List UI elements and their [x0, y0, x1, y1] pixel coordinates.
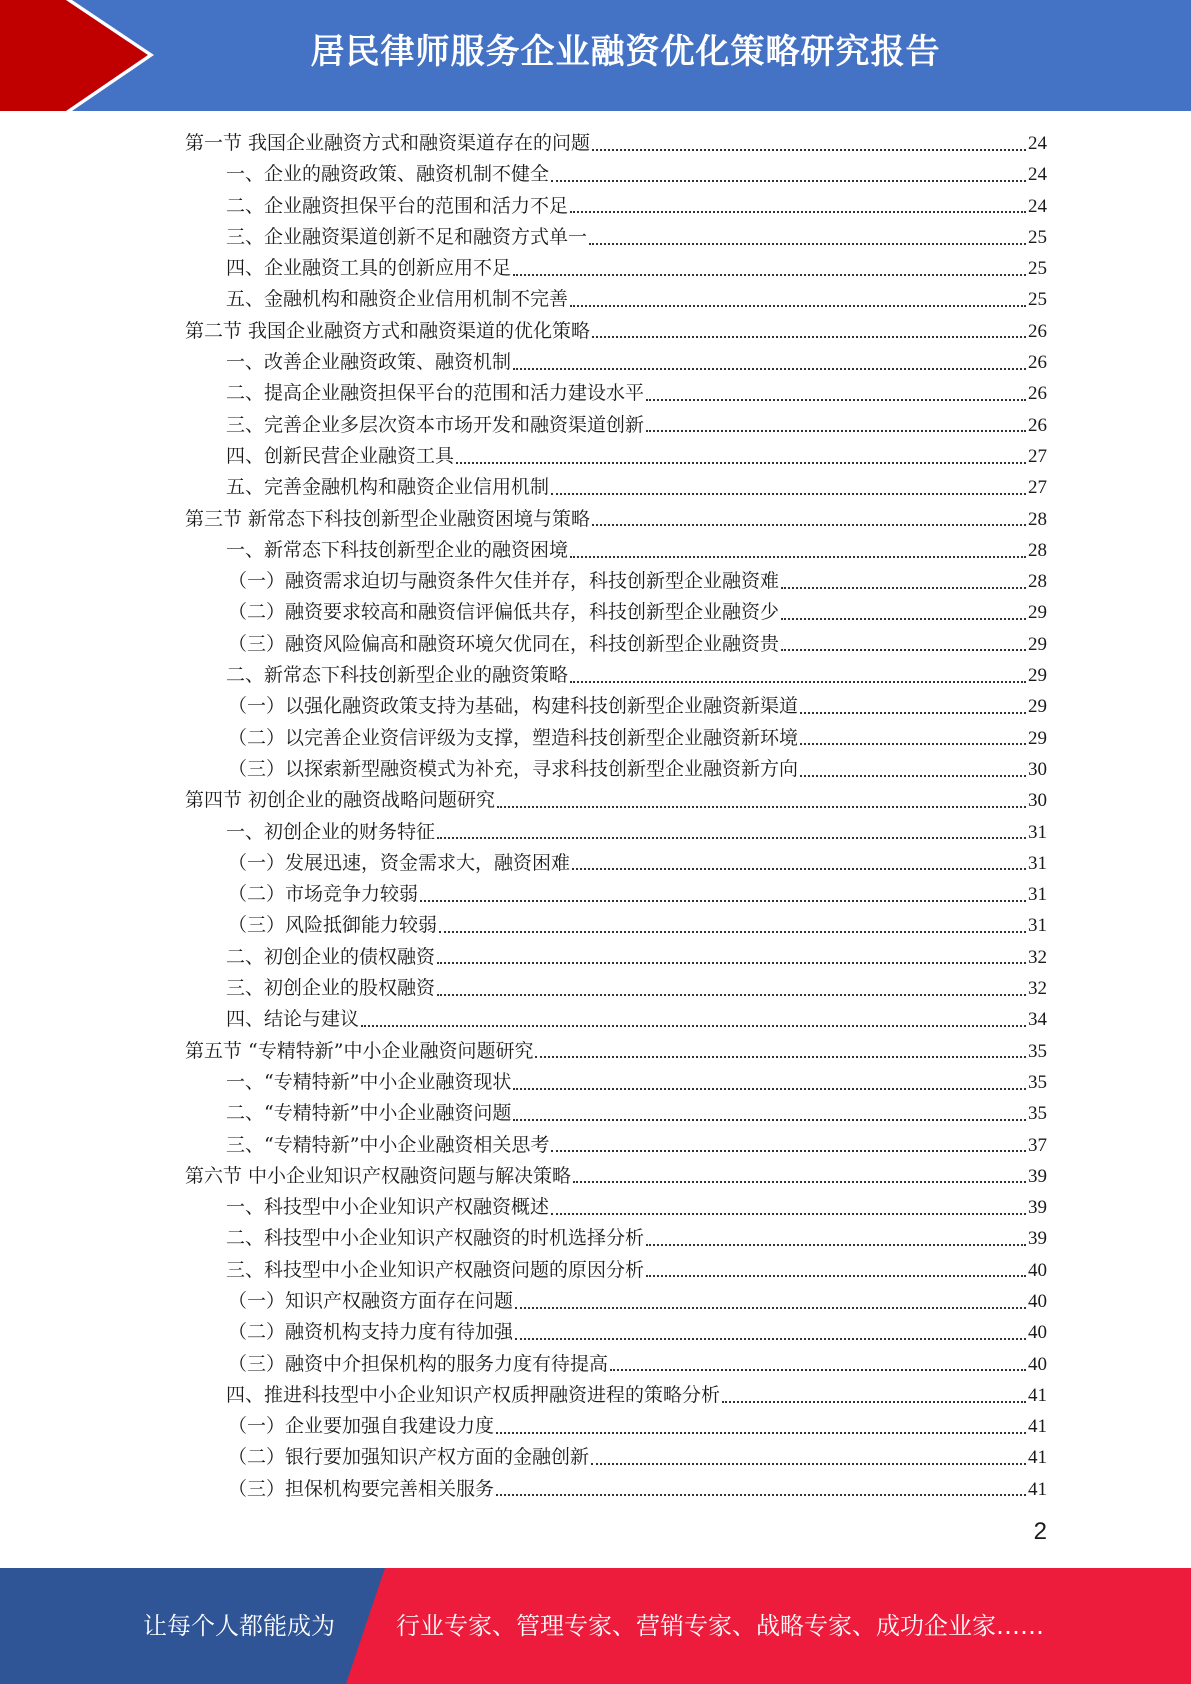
toc-entry[interactable] [185, 535, 1047, 566]
toc-entry-label: 四、创新民营企业融资工具 [226, 444, 455, 467]
toc-dot-leader [437, 994, 1026, 996]
toc-entry-label: 二、“专精特新”中小企业融资问题 [226, 1102, 512, 1125]
toc-entry-page: 29 [1028, 727, 1047, 749]
toc-dot-leader [570, 211, 1026, 213]
toc-dot-leader [589, 243, 1026, 245]
toc-entry[interactable] [185, 660, 1047, 691]
toc-dot-leader [572, 868, 1026, 870]
toc-entry[interactable] [185, 410, 1047, 441]
toc-entry-page: 39 [1028, 1165, 1047, 1187]
toc-entry-label: （二）银行要加强知识产权方面的金融创新 [228, 1446, 590, 1469]
toc-entry-label: 一、新常态下科技创新型企业的融资困境 [226, 538, 569, 561]
toc-entry-page: 26 [1028, 414, 1047, 436]
toc-entry[interactable] [185, 284, 1047, 315]
toc-entry-page: 31 [1028, 884, 1047, 906]
toc-entry-page: 35 [1028, 1103, 1047, 1125]
toc-entry-label: 三、科技型中小企业知识产权融资问题的原因分析 [226, 1258, 645, 1281]
toc-entry[interactable] [185, 942, 1047, 973]
toc-dot-leader [515, 1307, 1026, 1309]
toc-entry-page: 32 [1028, 978, 1047, 1000]
toc-entry-label: 五、金融机构和融资企业信用机制不完善 [226, 288, 569, 311]
toc-entry-label: 三、“专精特新”中小企业融资相关思考 [226, 1133, 550, 1156]
footer-banner [0, 1568, 1191, 1684]
toc-entry-page: 40 [1028, 1353, 1047, 1375]
toc-dot-leader [437, 962, 1026, 964]
toc-entry-page: 29 [1028, 696, 1047, 718]
toc-dot-leader [570, 681, 1026, 683]
page-number: 2 [1033, 1518, 1047, 1545]
toc-entry-page: 41 [1028, 1384, 1047, 1406]
toc-entry-label: 第二节 我国企业融资方式和融资渠道的优化策略 [185, 319, 591, 342]
toc-entry-page: 40 [1028, 1290, 1047, 1312]
toc-entry-label: 四、企业融资工具的创新应用不足 [226, 257, 512, 280]
toc-entry[interactable] [185, 1286, 1047, 1317]
toc-dot-leader [551, 180, 1026, 182]
toc-entry-page: 39 [1028, 1197, 1047, 1219]
toc-entry-page: 34 [1028, 1009, 1047, 1031]
toc-dot-leader [592, 336, 1026, 338]
toc-entry[interactable] [185, 1192, 1047, 1223]
toc-entry[interactable] [185, 785, 1047, 816]
toc-entry-label: 五、完善金融机构和融资企业信用机制 [226, 476, 550, 499]
toc-entry[interactable] [185, 253, 1047, 284]
toc-entry-label: （二）融资要求较高和融资信评偏低共存，科技创新型企业融资少 [228, 601, 780, 624]
toc-entry[interactable] [185, 848, 1047, 879]
toc-entry-label: （三）以探索新型融资模式为补充，寻求科技创新型企业融资新方向 [228, 757, 799, 780]
toc-dot-leader [646, 1244, 1026, 1246]
toc-entry[interactable] [185, 691, 1047, 722]
toc-entry[interactable] [185, 128, 1047, 159]
toc-entry-label: 第一节 我国企业融资方式和融资渠道存在的问题 [185, 132, 591, 154]
toc-entry-page: 37 [1028, 1134, 1047, 1156]
toc-entry-page: 26 [1028, 383, 1047, 405]
toc-entry-page: 30 [1028, 790, 1047, 812]
toc-entry-label: 第四节 初创企业的融资战略问题研究 [185, 789, 496, 812]
toc-entry-page: 31 [1028, 852, 1047, 874]
toc-entry[interactable] [185, 1067, 1047, 1098]
toc-entry[interactable] [185, 159, 1047, 190]
toc-entry[interactable] [185, 1098, 1047, 1129]
toc-entry-label: （三）风险抵御能力较弱 [228, 914, 438, 937]
toc-entry-page: 35 [1028, 1071, 1047, 1093]
toc-entry[interactable] [185, 222, 1047, 253]
toc-entry-label: 四、推进科技型中小企业知识产权质押融资进程的策略分析 [226, 1383, 721, 1406]
toc-dot-leader [781, 618, 1026, 620]
toc-entry-page: 28 [1028, 539, 1047, 561]
toc-entry-label: （三）融资中介担保机构的服务力度有待提高 [228, 1352, 609, 1375]
toc-entry-page: 40 [1028, 1322, 1047, 1344]
toc-dot-leader [570, 305, 1026, 307]
toc-entry[interactable] [185, 1317, 1047, 1348]
toc-dot-leader [646, 399, 1026, 401]
toc-dot-leader [513, 368, 1026, 370]
toc-entry-label: （一）融资需求迫切与融资条件欠佳并存，科技创新型企业融资难 [228, 570, 780, 593]
toc-entry[interactable] [185, 879, 1047, 910]
toc-entry[interactable] [185, 378, 1047, 409]
toc-entry[interactable] [185, 191, 1047, 222]
toc-entry[interactable] [185, 1130, 1047, 1161]
toc-entry-page: 41 [1028, 1447, 1047, 1469]
toc-entry-label: 二、初创企业的债权融资 [226, 945, 436, 968]
toc-dot-leader [515, 1338, 1026, 1340]
toc-entry[interactable] [185, 1161, 1047, 1192]
toc-entry[interactable] [185, 1223, 1047, 1254]
toc-entry-page: 31 [1028, 915, 1047, 937]
toc-dot-leader [800, 775, 1026, 777]
toc-entry-page: 32 [1028, 946, 1047, 968]
toc-entry-page: 39 [1028, 1228, 1047, 1250]
toc-entry[interactable] [185, 1474, 1047, 1505]
toc-entry-label: 第六节 中小企业知识产权融资问题与解决策略 [185, 1164, 572, 1187]
toc-entry-page: 26 [1028, 352, 1047, 374]
toc-entry-label: 二、科技型中小企业知识产权融资的时机选择分析 [226, 1227, 645, 1250]
toc-entry[interactable] [185, 504, 1047, 535]
header-banner [0, 0, 1191, 111]
toc-dot-leader [800, 712, 1026, 714]
toc-entry-label: 二、新常态下科技创新型企业的融资策略 [226, 664, 569, 687]
toc-entry-label: （三）担保机构要完善相关服务 [228, 1477, 495, 1500]
toc-dot-leader [551, 493, 1026, 495]
toc-entry-page: 30 [1028, 758, 1047, 780]
toc-entry[interactable] [185, 754, 1047, 785]
toc-dot-leader [513, 1088, 1026, 1090]
toc-entry-label: 三、初创企业的股权融资 [226, 977, 436, 1000]
toc-dot-leader [592, 149, 1026, 151]
toc-dot-leader [361, 1025, 1026, 1027]
toc-dot-leader [496, 1432, 1026, 1434]
toc-entry-label: 三、企业融资渠道创新不足和融资方式单一 [226, 225, 588, 248]
toc-entry-label: 三、完善企业多层次资本市场开发和融资渠道创新 [226, 413, 645, 436]
toc-entry-page: 41 [1028, 1478, 1047, 1500]
toc-dot-leader [646, 430, 1026, 432]
toc-entry-label: 一、“专精特新”中小企业融资现状 [226, 1070, 512, 1093]
toc-dot-leader [439, 931, 1026, 933]
toc-dot-leader [535, 1056, 1026, 1058]
toc-entry[interactable] [185, 597, 1047, 628]
toc-entry[interactable] [185, 1411, 1047, 1442]
toc-dot-leader [573, 1181, 1026, 1183]
toc-dot-leader [570, 556, 1026, 558]
document-title: 居民律师服务企业融资优化策略研究报告 [310, 32, 941, 72]
toc-entry-label: （一）企业要加强自我建设力度 [228, 1415, 495, 1438]
toc-entry-label: 一、初创企业的财务特征 [226, 820, 436, 843]
toc-entry-label: （二）以完善企业资信评级为支撑，塑造科技创新型企业融资新环境 [228, 726, 799, 749]
toc-entry[interactable] [185, 1004, 1047, 1035]
toc-entry-page: 24 [1028, 195, 1047, 217]
toc-entry[interactable] [185, 1349, 1047, 1380]
toc-entry[interactable] [185, 1036, 1047, 1067]
toc-entry-page: 26 [1028, 320, 1047, 342]
toc-entry[interactable] [185, 1442, 1047, 1473]
toc-entry[interactable] [185, 347, 1047, 378]
toc-entry-page: 28 [1028, 508, 1047, 530]
toc-entry[interactable] [185, 441, 1047, 472]
toc-entry[interactable] [185, 316, 1047, 347]
toc-entry-page: 29 [1028, 602, 1047, 624]
toc-dot-leader [437, 837, 1026, 839]
toc-entry[interactable] [185, 910, 1047, 941]
toc-dot-leader [497, 806, 1026, 808]
toc-entry-page: 27 [1028, 445, 1047, 467]
toc-entry-page: 24 [1028, 133, 1047, 154]
toc-entry-page: 25 [1028, 226, 1047, 248]
toc-entry-page: 35 [1028, 1040, 1047, 1062]
toc-entry[interactable] [185, 472, 1047, 503]
toc-entry-page: 29 [1028, 633, 1047, 655]
toc-entry-page: 25 [1028, 289, 1047, 311]
toc-entry-page: 41 [1028, 1416, 1047, 1438]
toc-dot-leader [513, 274, 1026, 276]
toc-entry-label: 一、科技型中小企业知识产权融资概述 [226, 1196, 550, 1219]
toc-entry-label: 二、提高企业融资担保平台的范围和活力建设水平 [226, 382, 645, 405]
toc-entry[interactable] [185, 1255, 1047, 1286]
toc-entry-label: （二）融资机构支持力度有待加强 [228, 1321, 514, 1344]
toc-entry-label: 一、企业的融资政策、融资机制不健全 [226, 163, 550, 186]
toc-entry[interactable] [185, 566, 1047, 597]
toc-dot-leader [722, 1401, 1026, 1403]
footer-slogan-right: 行业专家、管理专家、营销专家、战略专家、成功企业家…… [396, 1612, 1044, 1640]
toc-entry[interactable] [185, 1380, 1047, 1411]
toc-entry-page: 24 [1028, 164, 1047, 186]
toc-dot-leader [456, 462, 1026, 464]
toc-dot-leader [781, 587, 1026, 589]
toc-entry-label: （三）融资风险偏高和融资环境欠优同在，科技创新型企业融资贵 [228, 632, 780, 655]
toc-entry[interactable] [185, 629, 1047, 660]
toc-dot-leader [646, 1275, 1026, 1277]
toc-entry-label: （一）以强化融资政策支持为基础，构建科技创新型企业融资新渠道 [228, 695, 799, 718]
toc-dot-leader [551, 1213, 1026, 1215]
toc-entry-label: （一）知识产权融资方面存在问题 [228, 1289, 514, 1312]
toc-entry-label: （一）发展迅速，资金需求大，融资困难 [228, 851, 571, 874]
footer-slogan-left: 让每个人都能成为 [143, 1612, 335, 1640]
toc-entry-label: 第三节 新常态下科技创新型企业融资困境与策略 [185, 507, 591, 530]
toc-entry-label: 第五节 “专精特新”中小企业融资问题研究 [185, 1039, 534, 1062]
table-of-contents [185, 128, 1047, 1505]
toc-dot-leader [513, 1119, 1026, 1121]
toc-dot-leader [800, 743, 1026, 745]
toc-entry[interactable] [185, 973, 1047, 1004]
toc-entry-label: 四、结论与建议 [226, 1008, 360, 1031]
toc-entry-page: 28 [1028, 571, 1047, 593]
toc-entry-page: 27 [1028, 477, 1047, 499]
toc-dot-leader [592, 524, 1026, 526]
toc-entry-label: 二、企业融资担保平台的范围和活力不足 [226, 194, 569, 217]
toc-entry-page: 25 [1028, 258, 1047, 280]
toc-entry-page: 31 [1028, 821, 1047, 843]
toc-dot-leader [420, 900, 1026, 902]
toc-dot-leader [610, 1369, 1026, 1371]
toc-dot-leader [591, 1463, 1026, 1465]
toc-dot-leader [781, 649, 1026, 651]
toc-entry-label: 一、改善企业融资政策、融资机制 [226, 351, 512, 374]
toc-entry-label: （二）市场竞争力较弱 [228, 883, 419, 906]
toc-dot-leader [551, 1150, 1026, 1152]
toc-dot-leader [496, 1494, 1026, 1496]
toc-entry[interactable] [185, 817, 1047, 848]
toc-entry[interactable] [185, 723, 1047, 754]
toc-entry-page: 29 [1028, 665, 1047, 687]
toc-entry-page: 40 [1028, 1259, 1047, 1281]
header-arrow-accent [0, 0, 160, 111]
